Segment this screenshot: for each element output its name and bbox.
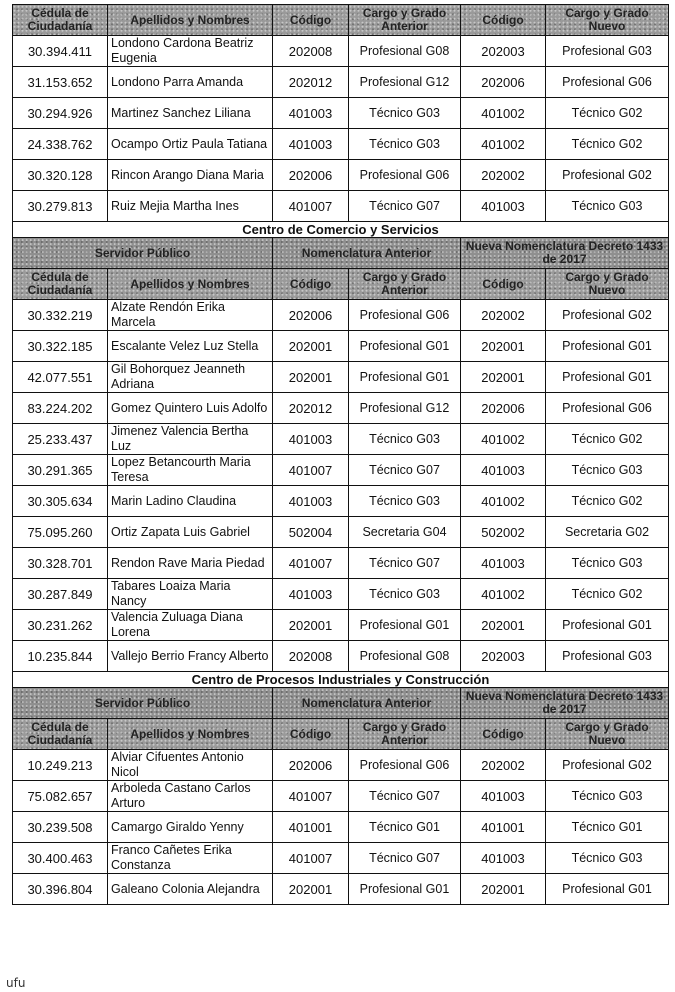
cedula-cell: 30.328.701 xyxy=(13,548,108,579)
codigo-anterior-cell: 401001 xyxy=(273,812,349,843)
cargo-nuevo-cell: Técnico G01 xyxy=(546,812,669,843)
codigo-nuevo-cell: 202006 xyxy=(461,67,546,98)
codigo-nuevo-cell: 401002 xyxy=(461,486,546,517)
codigo-nuevo-cell: 202001 xyxy=(461,874,546,905)
cargo-nuevo-cell: Profesional G06 xyxy=(546,393,669,424)
cargo-anterior-cell: Secretaria G04 xyxy=(349,517,461,548)
table-row xyxy=(13,191,669,222)
cedula-cell: 30.320.128 xyxy=(13,160,108,191)
cargo-nuevo-cell: Profesional G01 xyxy=(546,610,669,641)
cargo-anterior-cell: Profesional G01 xyxy=(349,874,461,905)
nombre-cell: Jimenez Valencia Bertha Luz xyxy=(108,424,273,455)
cargo-nuevo-cell: Técnico G03 xyxy=(546,843,669,874)
document-page xyxy=(12,4,668,905)
codigo-nuevo-cell: 401003 xyxy=(461,191,546,222)
cedula-cell: 30.287.849 xyxy=(13,579,108,610)
nombre-cell: Londono Cardona Beatriz Eugenia xyxy=(108,36,273,67)
header-cedula: Cédula de Ciudadanía xyxy=(13,269,108,300)
codigo-nuevo-cell: 401002 xyxy=(461,424,546,455)
table-row xyxy=(13,781,669,812)
cargo-nuevo-cell: Profesional G03 xyxy=(546,641,669,672)
codigo-nuevo-cell: 401003 xyxy=(461,843,546,874)
cargo-nuevo-cell: Profesional G02 xyxy=(546,750,669,781)
codigo-nuevo-cell: 401002 xyxy=(461,129,546,160)
group-nueva-nomenclatura: Nueva Nomenclatura Decreto 1433 de 2017 xyxy=(461,688,669,719)
header-cargo-anterior: Cargo y Grado Anterior xyxy=(349,719,461,750)
cargo-nuevo-cell: Profesional G03 xyxy=(546,36,669,67)
codigo-anterior-cell: 401007 xyxy=(273,455,349,486)
codigo-anterior-cell: 202001 xyxy=(273,874,349,905)
column-header-row xyxy=(13,719,669,750)
table-row xyxy=(13,843,669,874)
column-header-row xyxy=(13,269,669,300)
cedula-cell: 24.338.762 xyxy=(13,129,108,160)
nombre-cell: Escalante Velez Luz Stella xyxy=(108,331,273,362)
codigo-anterior-cell: 401007 xyxy=(273,548,349,579)
cargo-anterior-cell: Profesional G01 xyxy=(349,331,461,362)
group-header-row xyxy=(13,238,669,269)
header-cargo-nuevo: Cargo y Grado Nuevo xyxy=(546,719,669,750)
cedula-cell: 30.231.262 xyxy=(13,610,108,641)
nombre-cell: Camargo Giraldo Yenny xyxy=(108,812,273,843)
nombre-cell: Ocampo Ortiz Paula Tatiana xyxy=(108,129,273,160)
cedula-cell: 30.394.411 xyxy=(13,36,108,67)
codigo-anterior-cell: 401003 xyxy=(273,486,349,517)
cargo-nuevo-cell: Técnico G02 xyxy=(546,129,669,160)
nombre-cell: Franco Cañetes Erika Constanza xyxy=(108,843,273,874)
header-codigo: Código xyxy=(273,269,349,300)
cargo-anterior-cell: Técnico G03 xyxy=(349,424,461,455)
header-cargo-anterior: Cargo y Grado Anterior xyxy=(349,5,461,36)
nombre-cell: Tabares Loaiza Maria Nancy xyxy=(108,579,273,610)
cargo-nuevo-cell: Secretaria G02 xyxy=(546,517,669,548)
header-nombres: Apellidos y Nombres xyxy=(108,269,273,300)
cargo-nuevo-cell: Técnico G03 xyxy=(546,548,669,579)
header-codigo-nuevo: Código xyxy=(461,719,546,750)
codigo-anterior-cell: 401007 xyxy=(273,191,349,222)
group-nueva-nomenclatura: Nueva Nomenclatura Decreto 1433 de 2017 xyxy=(461,238,669,269)
cargo-nuevo-cell: Técnico G03 xyxy=(546,781,669,812)
section-title: Centro de Procesos Industriales y Construcción xyxy=(13,672,669,688)
personnel-table xyxy=(12,4,669,905)
table-row xyxy=(13,67,669,98)
table-row xyxy=(13,362,669,393)
group-nomenclatura-anterior: Nomenclatura Anterior xyxy=(273,238,461,269)
cargo-nuevo-cell: Técnico G02 xyxy=(546,579,669,610)
cargo-nuevo-cell: Profesional G06 xyxy=(546,67,669,98)
cedula-cell: 75.095.260 xyxy=(13,517,108,548)
header-codigo-nuevo: Código xyxy=(461,269,546,300)
nombre-cell: Londono Parra Amanda xyxy=(108,67,273,98)
cedula-cell: 83.224.202 xyxy=(13,393,108,424)
cedula-cell: 30.239.508 xyxy=(13,812,108,843)
cargo-anterior-cell: Técnico G03 xyxy=(349,579,461,610)
table-row xyxy=(13,424,669,455)
codigo-nuevo-cell: 401001 xyxy=(461,812,546,843)
handwritten-mark: ufu xyxy=(6,976,26,990)
table-row xyxy=(13,610,669,641)
cedula-cell: 30.322.185 xyxy=(13,331,108,362)
cargo-anterior-cell: Técnico G07 xyxy=(349,191,461,222)
codigo-nuevo-cell: 202002 xyxy=(461,750,546,781)
nombre-cell: Marin Ladino Claudina xyxy=(108,486,273,517)
table-row xyxy=(13,517,669,548)
codigo-anterior-cell: 202001 xyxy=(273,362,349,393)
cargo-anterior-cell: Profesional G01 xyxy=(349,610,461,641)
header-nombres: Apellidos y Nombres xyxy=(108,719,273,750)
codigo-nuevo-cell: 202003 xyxy=(461,641,546,672)
codigo-nuevo-cell: 401003 xyxy=(461,781,546,812)
cargo-anterior-cell: Técnico G07 xyxy=(349,548,461,579)
cargo-nuevo-cell: Profesional G01 xyxy=(546,874,669,905)
codigo-nuevo-cell: 401002 xyxy=(461,579,546,610)
nombre-cell: Valencia Zuluaga Diana Lorena xyxy=(108,610,273,641)
table-row xyxy=(13,98,669,129)
table-row xyxy=(13,331,669,362)
cargo-anterior-cell: Profesional G01 xyxy=(349,362,461,393)
cargo-nuevo-cell: Profesional G02 xyxy=(546,160,669,191)
cargo-anterior-cell: Técnico G03 xyxy=(349,129,461,160)
cargo-nuevo-cell: Técnico G02 xyxy=(546,424,669,455)
codigo-nuevo-cell: 202001 xyxy=(461,610,546,641)
codigo-nuevo-cell: 502002 xyxy=(461,517,546,548)
codigo-nuevo-cell: 202001 xyxy=(461,331,546,362)
nombre-cell: Alviar Cifuentes Antonio Nicol xyxy=(108,750,273,781)
cedula-cell: 31.153.652 xyxy=(13,67,108,98)
nombre-cell: Rincon Arango Diana Maria xyxy=(108,160,273,191)
group-servidor-publico: Servidor Público xyxy=(13,688,273,719)
header-cargo-anterior: Cargo y Grado Anterior xyxy=(349,269,461,300)
cedula-cell: 30.396.804 xyxy=(13,874,108,905)
table-row xyxy=(13,548,669,579)
cargo-anterior-cell: Técnico G07 xyxy=(349,781,461,812)
cedula-cell: 30.294.926 xyxy=(13,98,108,129)
nombre-cell: Arboleda Castano Carlos Arturo xyxy=(108,781,273,812)
header-cedula: Cédula de Ciudadanía xyxy=(13,719,108,750)
codigo-nuevo-cell: 202006 xyxy=(461,393,546,424)
section-title: Centro de Comercio y Servicios xyxy=(13,222,669,238)
cargo-nuevo-cell: Técnico G02 xyxy=(546,486,669,517)
group-nomenclatura-anterior: Nomenclatura Anterior xyxy=(273,688,461,719)
codigo-anterior-cell: 502004 xyxy=(273,517,349,548)
codigo-anterior-cell: 202012 xyxy=(273,393,349,424)
codigo-anterior-cell: 202001 xyxy=(273,610,349,641)
cargo-anterior-cell: Técnico G03 xyxy=(349,486,461,517)
codigo-nuevo-cell: 401003 xyxy=(461,548,546,579)
nombre-cell: Gil Bohorquez Jeanneth Adriana xyxy=(108,362,273,393)
table-row xyxy=(13,129,669,160)
nombre-cell: Ruiz Mejia Martha Ines xyxy=(108,191,273,222)
cargo-anterior-cell: Profesional G08 xyxy=(349,36,461,67)
codigo-anterior-cell: 202006 xyxy=(273,160,349,191)
nombre-cell: Martinez Sanchez Liliana xyxy=(108,98,273,129)
cedula-cell: 30.279.813 xyxy=(13,191,108,222)
table-row xyxy=(13,579,669,610)
cedula-cell: 75.082.657 xyxy=(13,781,108,812)
table-row xyxy=(13,160,669,191)
codigo-anterior-cell: 401003 xyxy=(273,424,349,455)
table-row xyxy=(13,300,669,331)
nombre-cell: Rendon Rave Maria Piedad xyxy=(108,548,273,579)
cargo-nuevo-cell: Profesional G01 xyxy=(546,362,669,393)
codigo-nuevo-cell: 401003 xyxy=(461,455,546,486)
group-header-row xyxy=(13,688,669,719)
codigo-anterior-cell: 401007 xyxy=(273,843,349,874)
cargo-anterior-cell: Profesional G06 xyxy=(349,750,461,781)
cargo-anterior-cell: Profesional G08 xyxy=(349,641,461,672)
cargo-anterior-cell: Profesional G12 xyxy=(349,67,461,98)
nombre-cell: Alzate Rendón Erika Marcela xyxy=(108,300,273,331)
table-row xyxy=(13,874,669,905)
codigo-nuevo-cell: 202002 xyxy=(461,160,546,191)
nombre-cell: Gomez Quintero Luis Adolfo xyxy=(108,393,273,424)
cedula-cell: 25.233.437 xyxy=(13,424,108,455)
cedula-cell: 42.077.551 xyxy=(13,362,108,393)
cargo-nuevo-cell: Técnico G03 xyxy=(546,455,669,486)
cedula-cell: 30.332.219 xyxy=(13,300,108,331)
codigo-nuevo-cell: 401002 xyxy=(461,98,546,129)
nombre-cell: Ortiz Zapata Luis Gabriel xyxy=(108,517,273,548)
cedula-cell: 10.235.844 xyxy=(13,641,108,672)
codigo-anterior-cell: 401007 xyxy=(273,781,349,812)
codigo-anterior-cell: 202006 xyxy=(273,300,349,331)
cargo-nuevo-cell: Técnico G02 xyxy=(546,98,669,129)
header-nombres: Apellidos y Nombres xyxy=(108,5,273,36)
cedula-cell: 30.305.634 xyxy=(13,486,108,517)
header-cargo-nuevo: Cargo y Grado Nuevo xyxy=(546,5,669,36)
codigo-anterior-cell: 401003 xyxy=(273,129,349,160)
table-row xyxy=(13,393,669,424)
cargo-nuevo-cell: Profesional G02 xyxy=(546,300,669,331)
cargo-anterior-cell: Técnico G07 xyxy=(349,843,461,874)
cargo-anterior-cell: Profesional G06 xyxy=(349,300,461,331)
cargo-anterior-cell: Técnico G01 xyxy=(349,812,461,843)
cedula-cell: 10.249.213 xyxy=(13,750,108,781)
codigo-nuevo-cell: 202003 xyxy=(461,36,546,67)
table-body xyxy=(13,5,669,905)
codigo-nuevo-cell: 202002 xyxy=(461,300,546,331)
table-row xyxy=(13,641,669,672)
column-header-row xyxy=(13,5,669,36)
codigo-anterior-cell: 202006 xyxy=(273,750,349,781)
codigo-nuevo-cell: 202001 xyxy=(461,362,546,393)
header-codigo-nuevo: Código xyxy=(461,5,546,36)
cargo-anterior-cell: Profesional G06 xyxy=(349,160,461,191)
header-cedula: Cédula de Ciudadanía xyxy=(13,5,108,36)
codigo-anterior-cell: 202008 xyxy=(273,36,349,67)
table-row xyxy=(13,812,669,843)
table-row xyxy=(13,486,669,517)
cargo-nuevo-cell: Profesional G01 xyxy=(546,331,669,362)
codigo-anterior-cell: 202012 xyxy=(273,67,349,98)
header-codigo: Código xyxy=(273,5,349,36)
table-row xyxy=(13,455,669,486)
codigo-anterior-cell: 401003 xyxy=(273,579,349,610)
section-title-row xyxy=(13,222,669,238)
codigo-anterior-cell: 202001 xyxy=(273,331,349,362)
codigo-anterior-cell: 401003 xyxy=(273,98,349,129)
codigo-anterior-cell: 202008 xyxy=(273,641,349,672)
nombre-cell: Lopez Betancourth Maria Teresa xyxy=(108,455,273,486)
section-title-row xyxy=(13,672,669,688)
cedula-cell: 30.291.365 xyxy=(13,455,108,486)
cargo-anterior-cell: Técnico G03 xyxy=(349,98,461,129)
header-codigo: Código xyxy=(273,719,349,750)
group-servidor-publico: Servidor Público xyxy=(13,238,273,269)
nombre-cell: Vallejo Berrio Francy Alberto xyxy=(108,641,273,672)
cargo-anterior-cell: Profesional G12 xyxy=(349,393,461,424)
header-cargo-nuevo: Cargo y Grado Nuevo xyxy=(546,269,669,300)
table-row xyxy=(13,750,669,781)
nombre-cell: Galeano Colonia Alejandra xyxy=(108,874,273,905)
cargo-anterior-cell: Técnico G07 xyxy=(349,455,461,486)
cargo-nuevo-cell: Técnico G03 xyxy=(546,191,669,222)
table-row xyxy=(13,36,669,67)
cedula-cell: 30.400.463 xyxy=(13,843,108,874)
